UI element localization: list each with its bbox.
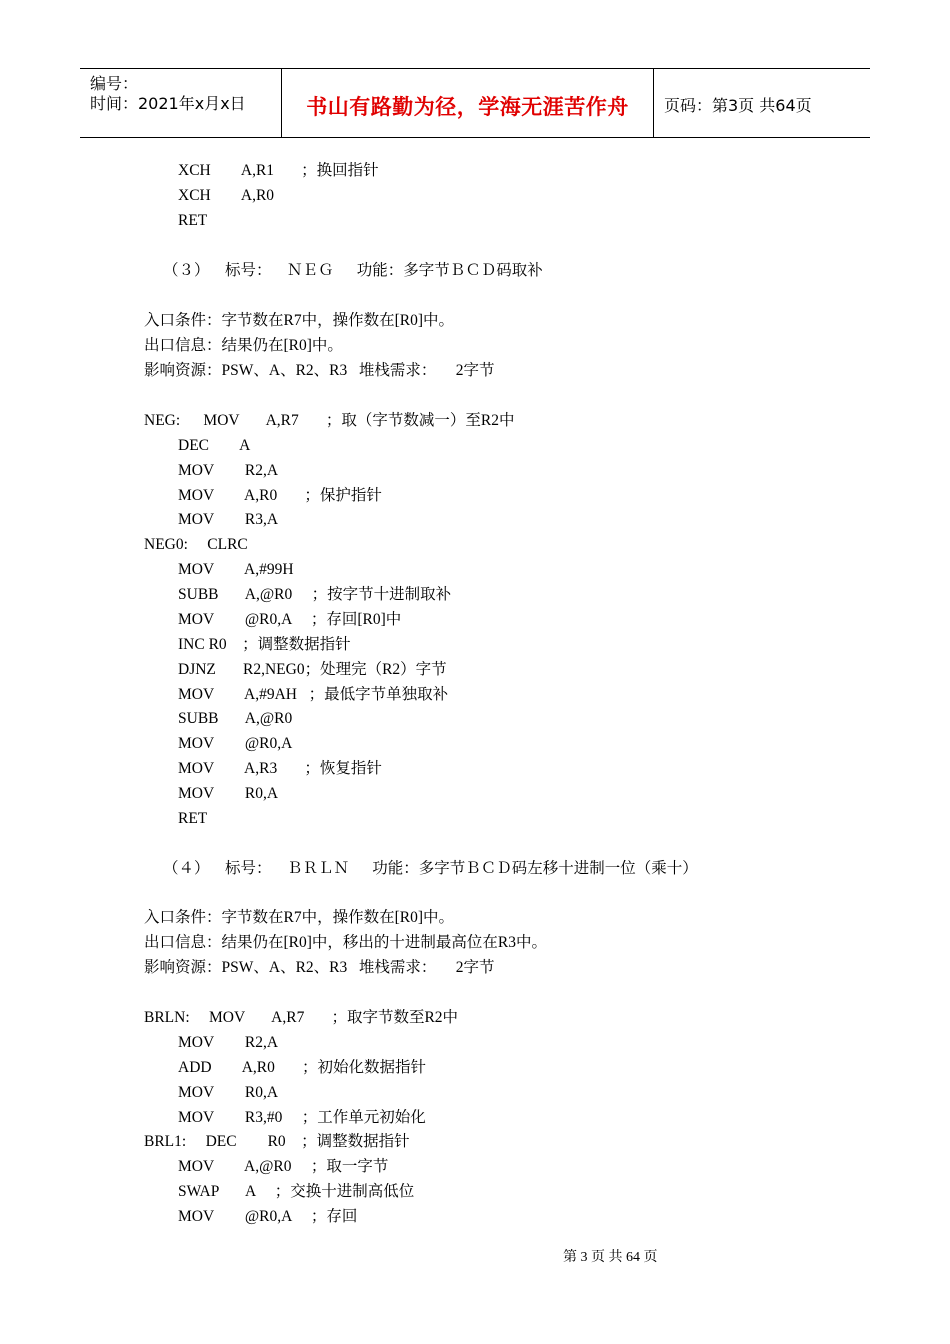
code-line: MOV R3,A (178, 511, 279, 528)
code-line: SWAP A ；交换十进制高低位 (178, 1183, 415, 1200)
document-number-label: 编号： (90, 74, 139, 93)
code-line: BRL1: DEC R0 ；调整数据指针 (144, 1133, 410, 1150)
text-line: 影响资源：PSW、A、R2、R3 堆栈需求： 2字节 (144, 959, 495, 976)
code-line: MOV R0,A (178, 1084, 279, 1101)
code-line: MOV A,@R0 ；取一字节 (178, 1158, 389, 1175)
code-line: MOV A,#99H (178, 561, 294, 578)
footer-page-number: 第 3 页 共 64 页 (563, 1250, 658, 1265)
code-line: MOV A,R0 ；保护指针 (178, 487, 382, 504)
header-motto-cell (282, 69, 654, 137)
code-line: ADD A,R0 ；初始化数据指针 (178, 1059, 427, 1076)
code-line: MOV R0,A (178, 785, 279, 802)
text-line: 出口信息：结果仍在[R0]中。 (144, 337, 343, 354)
code-line: RET (178, 810, 208, 827)
code-line: SUBB A,@R0 ；按字节十进制取补 (178, 586, 452, 603)
code-line: XCH A,R0 (178, 187, 275, 204)
text-line: 入口条件：字节数在R7中，操作数在[R0]中。 (144, 312, 455, 329)
code-line: MOV @R0,A ；存回[R0]中 (178, 611, 402, 628)
document-date-label: 时间：2021年x月x日 (90, 94, 246, 113)
page-header (80, 68, 870, 138)
code-line: INC R0 ；调整数据指针 (178, 636, 351, 653)
code-line: RET (178, 212, 208, 229)
code-line: MOV A,R3 ；恢复指针 (178, 760, 382, 777)
code-line: BRLN: MOV A,R7 ；取字节数至R2中 (144, 1009, 459, 1026)
code-line: DEC A (178, 437, 251, 454)
code-line: MOV R2,A (178, 1034, 279, 1051)
section-heading: （４） 标号： ＢＲＬＮ 功能：多字节ＢＣＤ码左移十进制一位（乘十） (163, 860, 698, 877)
code-line: MOV @R0,A (178, 735, 293, 752)
code-line: MOV A,#9AH ；最低字节单独取补 (178, 686, 449, 703)
header-meta-cell (80, 69, 282, 137)
code-line: XCH A,R1 ；换回指针 (178, 162, 379, 179)
code-line: SUBB A,@R0 (178, 710, 293, 727)
text-line: 影响资源：PSW、A、R2、R3 堆栈需求： 2字节 (144, 362, 495, 379)
text-line: 出口信息：结果仍在[R0]中，移出的十进制最高位在R3中。 (144, 934, 548, 951)
code-line: MOV R2,A (178, 462, 279, 479)
code-line: DJNZ R2,NEG0；处理完（R2）字节 (178, 661, 447, 678)
code-line: NEG0: CLRC (144, 536, 248, 553)
header-page-cell (654, 69, 870, 137)
section-heading: （３） 标号： ＮＥＧ 功能：多字节ＢＣＤ码取补 (163, 262, 543, 279)
text-line: 入口条件：字节数在R7中，操作数在[R0]中。 (144, 909, 455, 926)
code-line: MOV R3,#0 ；工作单元初始化 (178, 1109, 426, 1126)
code-line: MOV @R0,A ；存回 (178, 1208, 358, 1225)
header-motto: 书山有路勤为径，学海无涯苦作舟 (306, 95, 629, 119)
code-line: NEG: MOV A,R7 ；取（字节数减一）至R2中 (144, 412, 515, 429)
header-page-number: 页码：第3页 共64页 (664, 96, 812, 115)
